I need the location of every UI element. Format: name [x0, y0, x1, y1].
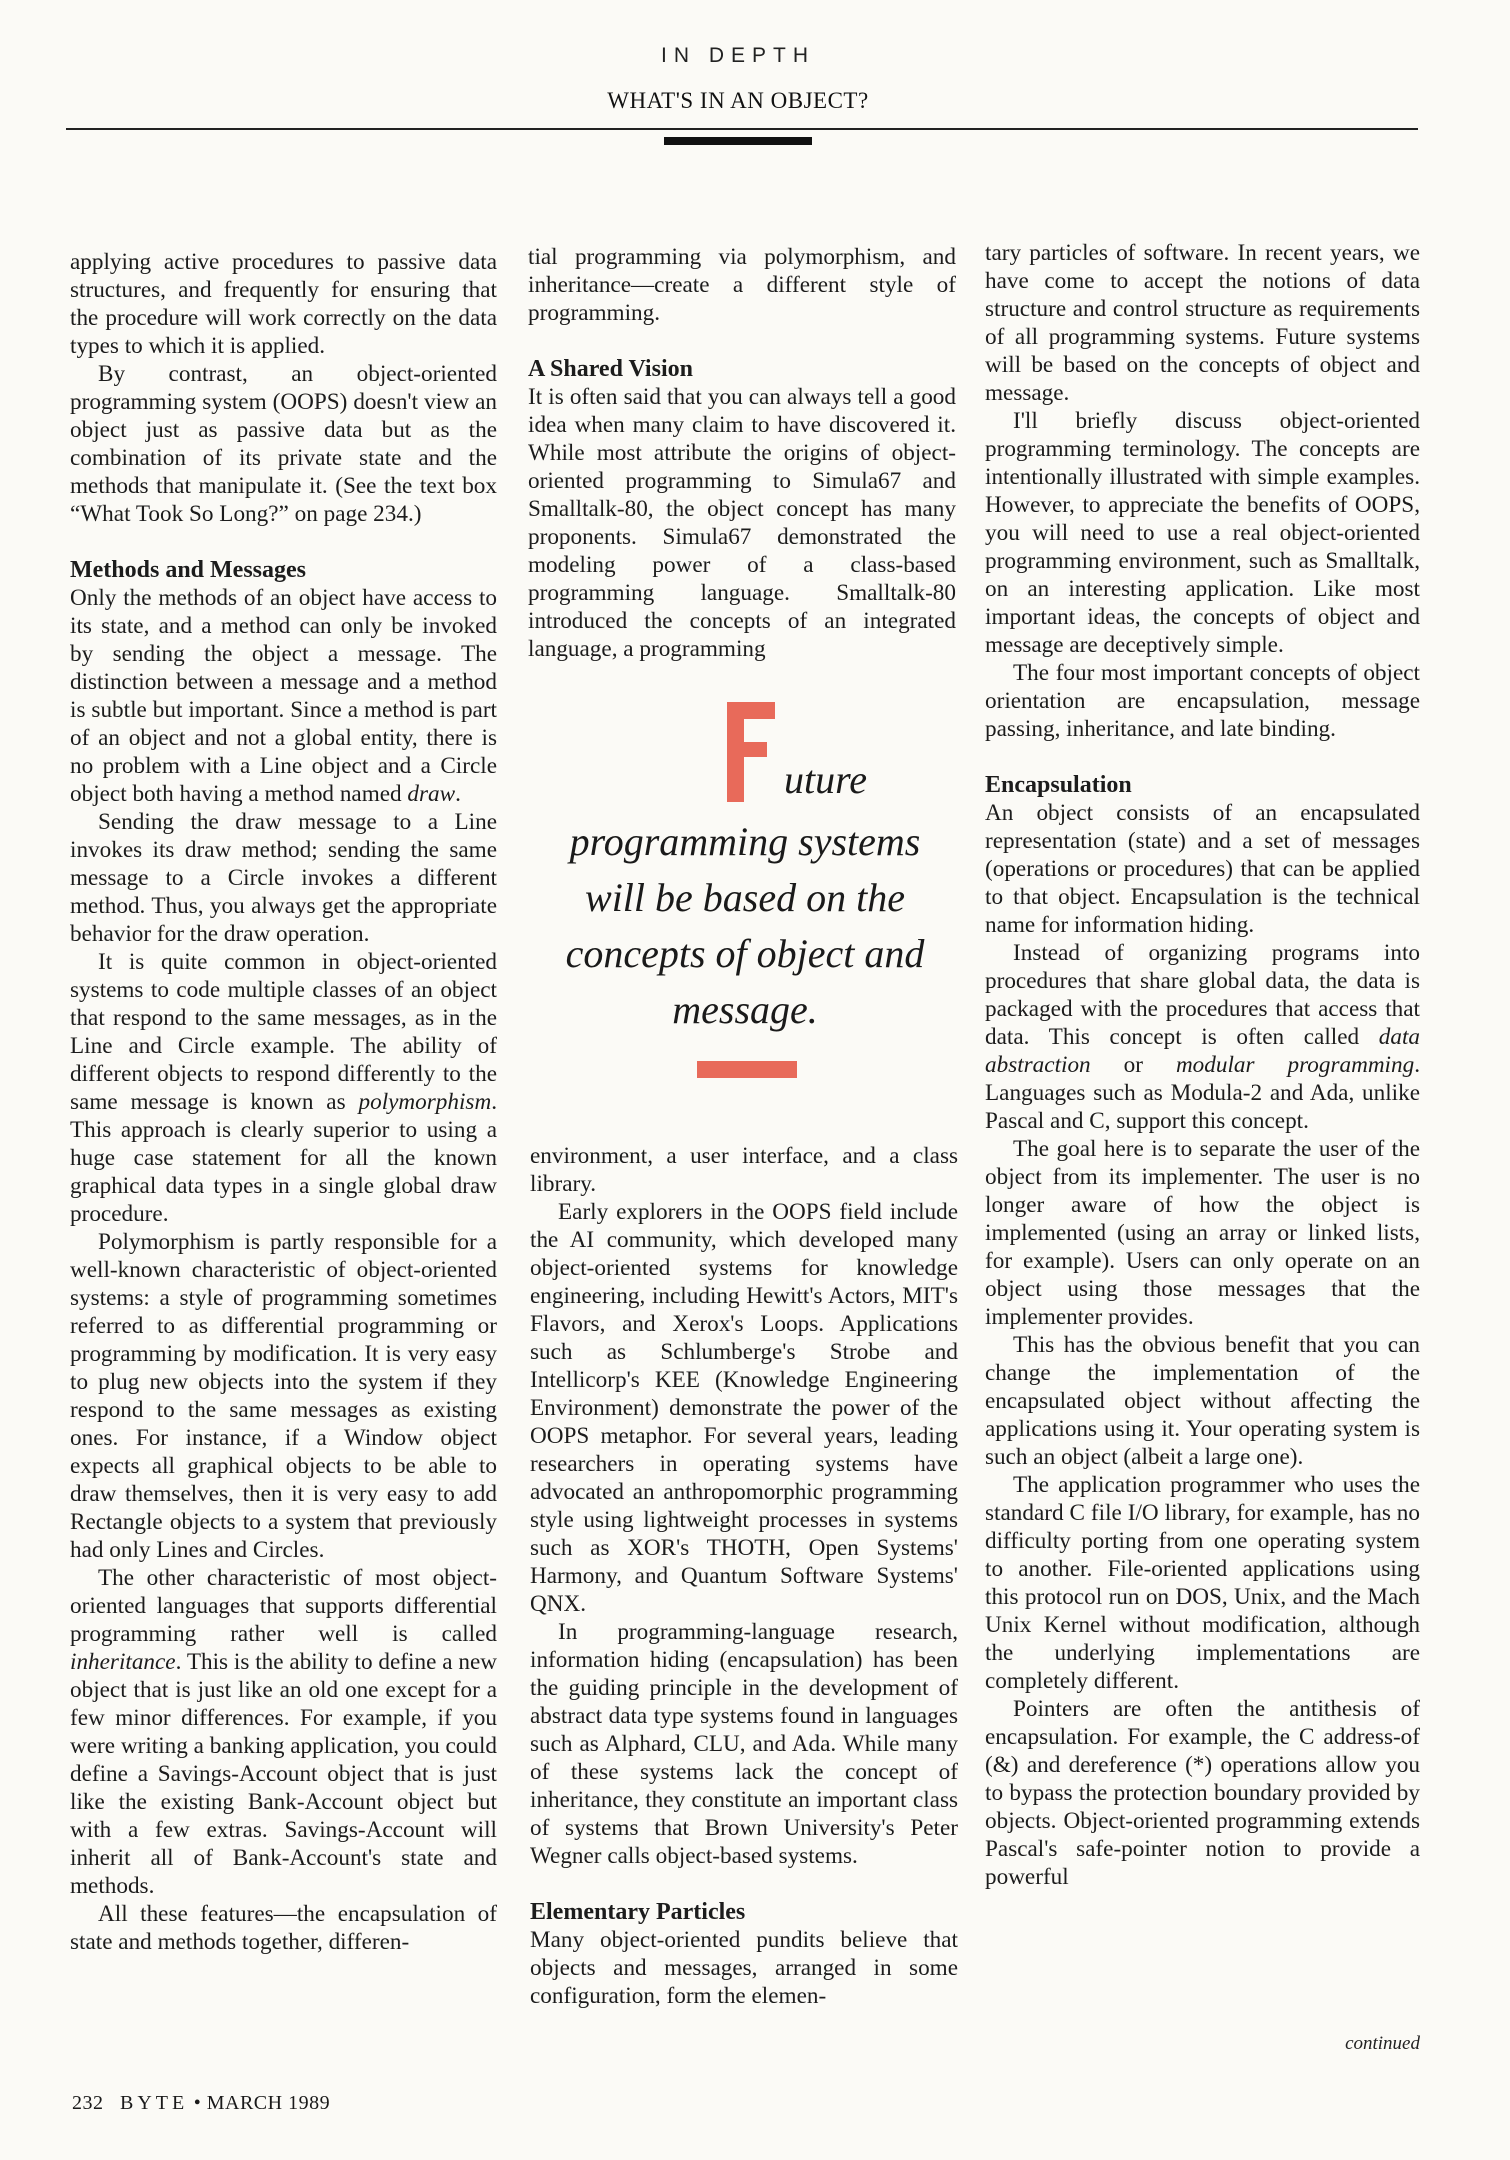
footer-separator: • [193, 2092, 202, 2114]
paragraph: The goal here is to separate the user of the object from its implementer. The user is no longer aware of how the object is implemented (using an array or linked lists, for example). Users can only operate on an object using those messages that the implementer provides. [985, 1136, 1420, 1330]
paragraph [70, 584, 497, 808]
column-2-bottom [530, 1142, 958, 2010]
column-2-top [528, 243, 956, 663]
column-3 [985, 239, 1420, 1891]
paragraph: applying active procedures to passive data structures, and frequently for ensuring that the procedure will work correctly on the data types to which it is applied. [70, 249, 497, 359]
spacer [70, 528, 497, 556]
paragraph: Early explorers in the OOPS field include the AI community, which developed many object-oriented systems for knowledge engineering, including Hewitt's Actors, MIT's Flavors, and Xerox's Loops. Applications such as Schlumberge's Strobe and Intellicorp's KEE (Knowledge Engineering Environment) demonstrate the power of the OOPS metaphor. For several years, leading researchers in operating systems have advocated an anthropomorphic programming style using lightweight processes in systems such as XOR's THOTH, Open Systems' Harmony, and Quantum Software Systems' QNX. [530, 1199, 958, 1617]
text-run: It is quite common in object-oriented systems to code multiple classes of an object that respond to the same messages, as in the Line and Circle example. The ability of different objects to respond differently to the same message is known as [70, 949, 497, 1115]
paragraph: Polymorphism is partly responsible for a well-known characteristic of object-oriented systems: a style of programming sometimes referred to as differential programming or programming by modification. It is very easy to plug new objects into the system if they respond to the same messages as existing ones. For instance, if a Window object expects all graphical objects to be able to draw themselves, then it is very easy to add Rectangle objects to a system that previously had only Lines and Circles. [70, 1229, 497, 1563]
paragraph: Many object-oriented pundits believe that objects and messages, arranged in some configuration, form the elemen- [530, 1927, 958, 2009]
column-1 [70, 248, 497, 1956]
spacer [528, 327, 956, 355]
text-run: Only the methods of an object have access to its state, and a method can only be invoked by sending the object a message. The distinction between a message and a method is subtle but important. Since a method is part of an object and not a global entity, there is no problem with a Line object and a Circle object both having a method named [70, 585, 497, 807]
emphasis: polymorphism [358, 1089, 492, 1115]
paragraph: I'll briefly discuss object-oriented programming terminology. The concepts are intentionally illustrated with simple examples. However, to appreciate the benefits of OOPS, you will need to use a real object-oriented programming environment, such as Smalltalk, on an interesting application. Like most important ideas, the concepts of object and message are deceptively simple. [985, 408, 1420, 658]
pull-quote-text: programming systems will be based on the concepts of object and message. [565, 819, 925, 1032]
text-run: The other characteristic of most object-oriented languages that supports differential programming rather well is called [70, 1565, 497, 1647]
paragraph: Sending the draw message to a Line invokes its draw method; sending the same message to a Circle invokes a different method. Thus, you always get the appropriate behavior for the draw operation. [70, 809, 497, 947]
paragraph: By contrast, an object-oriented programming system (OOPS) doesn't view an object just as passive data but as the combination of its private state and the methods that manipulate it. (See the text box “What Took So Long?” on page 234.) [70, 361, 497, 527]
spacer [530, 1870, 958, 1898]
section-heading-methods: Methods and Messages [70, 557, 307, 583]
page-footer [72, 2092, 330, 2115]
section-kicker: IN DEPTH [660, 44, 815, 67]
header-rule [66, 128, 1418, 130]
drop-cap-f [727, 702, 775, 802]
paragraph [985, 939, 1420, 1135]
emphasis: modular programming [1175, 1052, 1415, 1078]
paragraph: The application programmer who uses the standard C file I/O library, for example, has no difficulty porting from one operating system to another. File-oriented applications using this protocol run on DOS, Unix, and the Mach Unix Kernel without modification, although the underlying implementations are completely different. [985, 1472, 1420, 1694]
text-run: or [1090, 1052, 1176, 1078]
text-run: . This approach is clearly superior to using a huge case statement for all the known graphical data types in a single global draw procedure. [70, 1089, 497, 1227]
paragraph: An object consists of an encapsulated representation (state) and a set of messages (operations or procedures) that can be applied to that object. Encapsulation is the technical name for information hiding. [985, 800, 1420, 938]
paragraph: Pointers are often the antithesis of encapsulation. For example, the C address-of (&) and dereference (*) operations allow you to bypass the protection boundary provided by objects. Object-oriented programming extends Pascal's safe-pointer notion to provide a powerful [985, 1696, 1420, 1890]
emphasis: inheritance [70, 1649, 176, 1675]
text-run: Instead of organizing programs into procedures that share global data, the data is packaged with the procedures that access that data. This concept is often called [985, 940, 1420, 1050]
paragraph: In programming-language research, information hiding (encapsulation) has been the guiding principle in the development of abstract data type systems found in languages such as Alphard, CLU, and Ada. While many of these systems lack the concept of inheritance, they constitute an important class of systems that Brown University's Peter Wegner calls object-based systems. [530, 1619, 958, 1869]
text-run: . [455, 781, 461, 807]
paragraph: environment, a user interface, and a class library. [530, 1143, 958, 1197]
continued-note: continued [1345, 2033, 1420, 2054]
magazine-name: BYTE [120, 2092, 189, 2114]
section-heading-elementary-particles: Elementary Particles [530, 1899, 746, 1925]
emphasis: draw [407, 781, 456, 807]
pull-quote-first-line: uture [784, 757, 867, 802]
issue-date: MARCH 1989 [206, 2092, 331, 2114]
emphasis: data abstraction [985, 1024, 1420, 1078]
paragraph: The four most important concepts of object orientation are encapsulation, message passing, inheritance, and late binding. [985, 660, 1420, 742]
text-run: . Languages such as Modula-2 and Ada, unlike Pascal and C, support this concept. [985, 1052, 1420, 1134]
paragraph: tial programming via polymorphism, and inheritance—create a different style of programming. [528, 244, 956, 326]
section-heading-encapsulation: Encapsulation [985, 772, 1132, 798]
article-title: WHAT'S IN AN OBJECT? [607, 88, 869, 113]
paragraph: It is often said that you can always tell a good idea when many claim to have discovered it. While most attribute the origins of object-oriented programming to Simula67 and Smalltalk-80, the object concept has many proponents. Simula67 demonstrated the modeling power of a class-based programming language. Smalltalk-80 introduced the concepts of an integrated language, a programming [528, 384, 956, 662]
paragraph [70, 948, 497, 1228]
paragraph: tary particles of software. In recent years, we have come to accept the notions of data structure and control structure as requirements of all programming systems. Future systems will be based on the concepts of object and message. [985, 240, 1420, 406]
paragraph [70, 1564, 497, 1900]
paragraph: All these features—the encapsulation of state and methods together, differen- [70, 1901, 497, 1955]
paragraph: This has the obvious benefit that you can change the implementation of the encapsulated object without affecting the applications using it. Your operating system is such an object (albeit a large one). [985, 1332, 1420, 1470]
spacer [985, 743, 1420, 771]
text-run: . This is the ability to define a new object that is just like an old one except for a few minor differences. For example, if you were writing a banking application, you could define a Savings-Account object that is just like the existing Bank-Account object but with a few extras. Savings-Account will inherit all of Bank-Account's state and methods. [70, 1649, 497, 1899]
pull-quote-bar [697, 1061, 797, 1078]
header-rule-bar [664, 137, 812, 145]
section-heading-shared-vision: A Shared Vision [528, 356, 693, 382]
page-number: 232 [72, 2092, 104, 2114]
